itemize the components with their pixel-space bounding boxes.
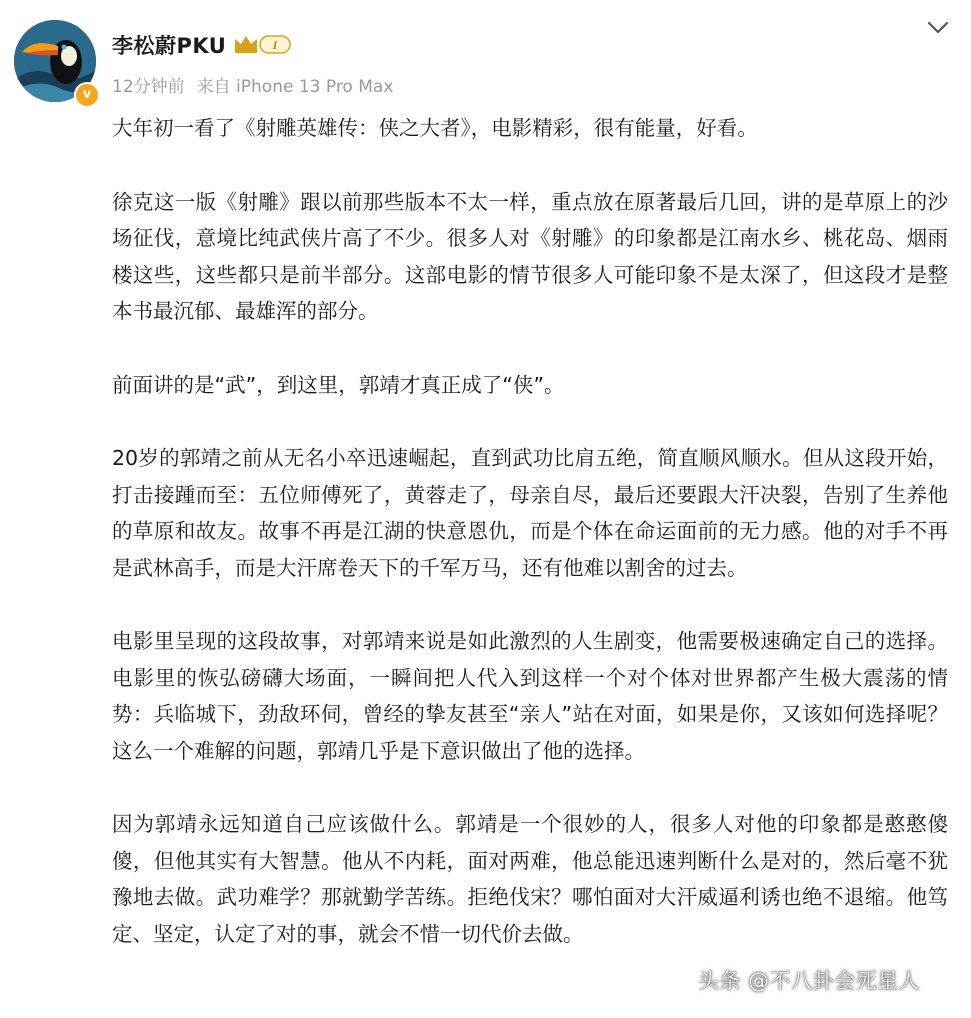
username[interactable]: 李松蔚PKU	[112, 34, 227, 58]
post-paragraph: 大年初一看了《射雕英雄传：侠之大者》，电影精彩，很有能量，好看。	[112, 116, 758, 140]
post-meta	[112, 72, 405, 97]
post-paragraph: 20岁的郭靖之前从无名小卒迅速崛起，直到武功比肩五绝，简直顺风顺水。但从这段开始，打击接踵而至：五位师傅死了，黄蓉走了，母亲自尽，最后还要跟大汗决裂，告别了生养他的草原和故友。故事不再是江湖的快意恩仇，而是个体在命运面前的无力感。他的对手不再是武林高手，而是大汗席卷天下的千军万马，还有他难以割舍的过去。	[112, 446, 948, 580]
post-paragraph: 电影里呈现的这段故事，对郭靖来说是如此激烈的人生剧变，他需要极速确定自己的选择。电影里的恢弘磅礴大场面，一瞬间把人代入到这样一个对个体对世界都产生极大震荡的情势：兵临城下，劲敌环伺，曾经的挚友甚至“亲人”站在对面，如果是你，又该如何选择呢？这么一个难解的问题，郭靖几乎是下意识做出了他的选择。	[112, 629, 948, 763]
watermark: 头条 @不八卦会死星人	[698, 969, 921, 993]
verified-badge-icon: v	[74, 82, 100, 108]
post-body	[112, 110, 948, 989]
post-time: 12分钟前	[112, 77, 185, 97]
chevron-down-icon[interactable]	[927, 20, 949, 36]
post-paragraph: 因为郭靖永远知道自己应该做什么。郭靖是一个很妙的人，很多人对他的印象都是憨憨傻傻，但他其实有大智慧。他从不内耗，面对两难，他总能迅速判断什么是对的，然后毫不犹豫地去做。武功难学？那就勤学苦练。拒绝伐宋？哪怕面对大汗威逼利诱也绝不退缩。他笃定、坚定，认定了对的事，就会不惜一切代价去做。	[112, 812, 948, 946]
vip-level: I	[272, 38, 278, 52]
post-source: 来自 iPhone 13 Pro Max	[196, 77, 394, 97]
post-paragraph: 徐克这一版《射雕》跟以前那些版本不太一样，重点放在原著最后几回，讲的是草原上的沙场征伐，意境比纯武侠片高了不少。很多人对《射雕》的印象都是江南水乡、桃花岛、烟雨楼这些，这些都只是前半部分。这部电影的情节很多人可能印象不是太深了，但这段才是整本书最沉郁、最雄浑的部分。	[112, 189, 948, 323]
post-header	[0, 0, 971, 110]
vip-crown-icon[interactable]	[232, 32, 294, 56]
post-paragraph: 前面讲的是“武”，到这里，郭靖才真正成了“侠”。	[112, 372, 565, 397]
